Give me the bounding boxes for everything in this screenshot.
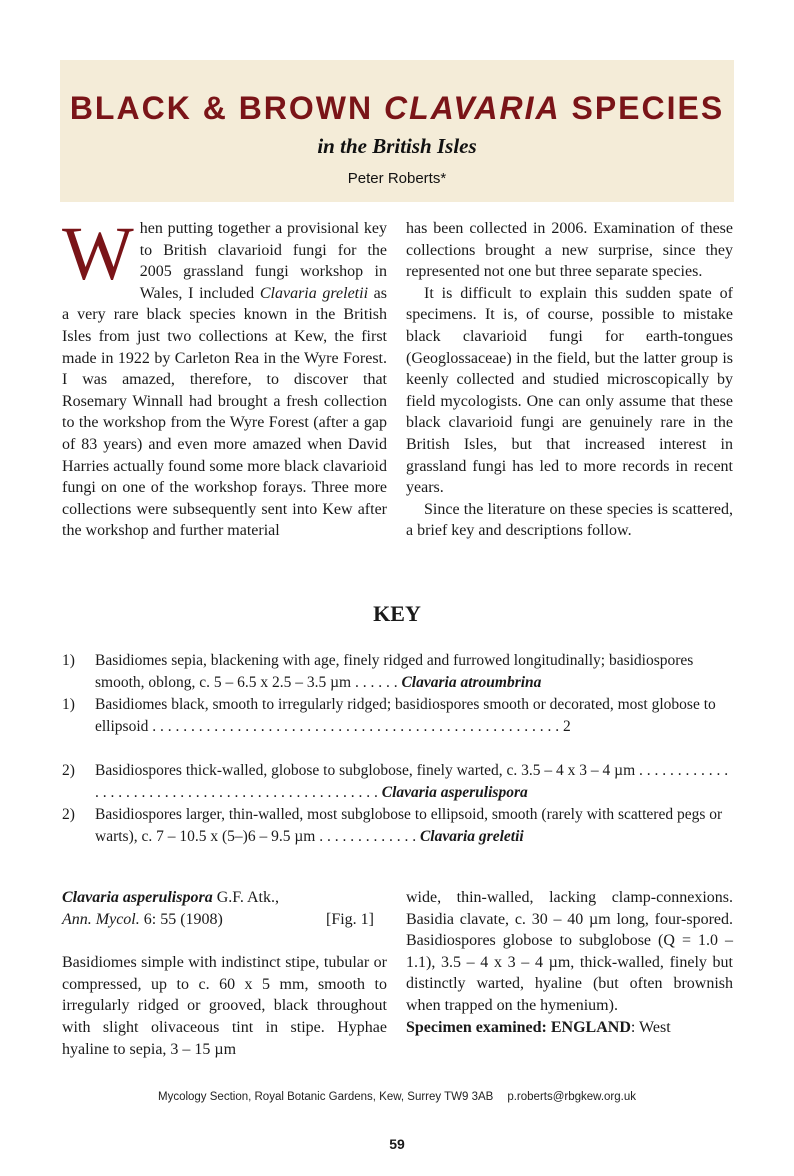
- species-reference: [62, 909, 374, 931]
- title-banner: [60, 60, 734, 202]
- key-entry-number: 1): [62, 696, 75, 713]
- key-leader-dots: . . . . . . . . . . . . . . . . . . . . . . . . . . . . . . . . . . . . . . . . . . . . . . . . .: [95, 762, 729, 801]
- species-authority: G.F. Atk.,: [212, 889, 279, 906]
- key-entry-result: Clavaria greletii: [419, 828, 524, 845]
- key-entry-text: Basidiospores thick-walled, globose to subglobose, finely warted, c. 3.5 – 4 x 3 – 4 µm: [95, 762, 636, 779]
- article-subtitle: in the British Isles: [317, 134, 477, 158]
- specimen-line: [406, 1017, 733, 1039]
- key-entry-text: Basidiospores larger, thin-walled, most subglobose to ellipsoid, smooth (rarely with scattered pegs or warts), c. 7 – 10.5 x (5–)6 – 9.5 µm: [95, 806, 723, 845]
- key-heading: KEY: [373, 601, 421, 626]
- species-description: Basidiomes simple with indistinct stipe, tubular or compressed, up to c. 60 x 5 mm, smooth to irregularly ridged or grooved, black throughout with slight olivaceous tint in stipe. Hyphae hyaline to sepia, 3 – 15 µm: [62, 954, 387, 1058]
- key-entry-number: 2): [62, 806, 75, 823]
- intro-species-name: Clavaria greletii: [259, 284, 369, 302]
- key-entry-text: Basidiomes sepia, blackening with age, finely ridged and furrowed longitudinally; basidiospores smooth, oblong, c. 5 – 6.5 x 2.5 – 3.5 µm: [95, 652, 694, 691]
- species-heading: [62, 887, 374, 909]
- page-footer: [0, 1091, 794, 1103]
- intro-paragraph-continued: has been collected in 2006. Examination of these collections brought a new surprise, since they represented not one but three separate species.: [406, 220, 733, 281]
- title-part-1: BLACK & BROWN: [69, 90, 384, 126]
- intro-text-rest: as a very rare black species known in the British Isles from just two collections at Kew, the first made in 1922 by Carleton Rea in the Wyre Forest. I was amazed, therefore, to discover that Rosemary Winnall had brought a fresh collection to the workshop from the Wyre Forest (after a gap of 83 years) and even more amazed when David Harries actually found some more black clavarioid fungi on one of the workshop forays. Three more collections were subsequently sent into Kew after the workshop and further material: [62, 284, 388, 540]
- key-entry: [62, 694, 730, 738]
- intro-paragraph-2: It is difficult to explain this sudden spate of specimens. It is, of course, possible to mistake black clavarioid fungi for earth-tongues (Geoglossaceae) in the field, but the latter group is keenly collected and studied microscopically by field mycologists. One can only assume that these black clavarioid fungi are genuinely rare in the British Isles, but that increased interest in grassland fungi has led to more records in recent years.: [406, 284, 733, 497]
- key-entry-text: Basidiomes black, smooth to irregularly ridged; basidiospores smooth or decorated, most globose to ellipsoid: [95, 696, 716, 735]
- key-leader-dots: . . . . . . . . . . . . .: [315, 828, 420, 845]
- journal-citation: 6: 55 (1908): [139, 910, 223, 928]
- article-title: [60, 90, 734, 127]
- key-entry-result: Clavaria asperulispora: [381, 784, 528, 801]
- title-genus: CLAVARIA: [384, 90, 561, 126]
- key-entry-result: Clavaria atroumbrina: [401, 674, 542, 691]
- species-name: Clavaria asperulispora: [62, 889, 213, 906]
- species-right-column: [406, 887, 733, 1038]
- specimen-label: Specimen examined: ENGLAND: [406, 1018, 631, 1036]
- author-email: p.roberts@rbgkew.org.uk: [507, 1091, 636, 1103]
- key-entry: [62, 760, 730, 804]
- title-part-2: SPECIES: [560, 90, 725, 126]
- page-number: 59: [389, 1136, 405, 1152]
- drop-cap: W: [62, 212, 134, 296]
- intro-paragraph-3: Since the literature on these species is scattered, a brief key and descriptions follow.: [406, 500, 733, 540]
- key-entry: [62, 804, 730, 848]
- intro-paragraph-1: [62, 212, 388, 542]
- species-left-column: [62, 887, 387, 1060]
- intro-right-column: [406, 218, 733, 542]
- key-entry: [62, 650, 730, 694]
- author-name: Peter Roberts*: [347, 170, 447, 187]
- key-entry-result: 2: [563, 718, 571, 735]
- key-entry-number: 2): [62, 762, 75, 779]
- specimen-text: : West: [630, 1018, 671, 1036]
- key-entry-number: 1): [62, 652, 75, 669]
- identification-key: [62, 650, 730, 848]
- intro-left-column: [62, 212, 388, 542]
- author-affiliation: Mycology Section, Royal Botanic Gardens, Kew, Surrey TW9 3AB: [157, 1091, 494, 1103]
- figure-reference: [Fig. 1]: [326, 910, 374, 928]
- intro-text-start: hen putting together a provisional key to British clavarioid fungi for the 2005 grassland fungi workshop in Wales, I included: [139, 220, 387, 302]
- journal-name: Ann. Mycol.: [62, 910, 140, 928]
- key-leader-dots: . . . . . . . . . . . . . . . . . . . . . . . . . . . . . . . . . . . . . . . . . . . . . . . . . . . . .: [148, 718, 564, 735]
- species-description-continued: wide, thin-walled, lacking clamp-connexions. Basidia clavate, c. 30 – 40 µm long, four-spored. Basidiospores globose to subglobose (Q = 1.0 – 1.1), 3.5 – 4 x 3 – 4 µm, thick-walled, finely but distinctly warted, hyaline (but often brownish when trapped on the hymenium).: [406, 889, 733, 1014]
- key-spacer: [62, 738, 730, 760]
- key-leader-dots: . . . . . .: [351, 674, 402, 691]
